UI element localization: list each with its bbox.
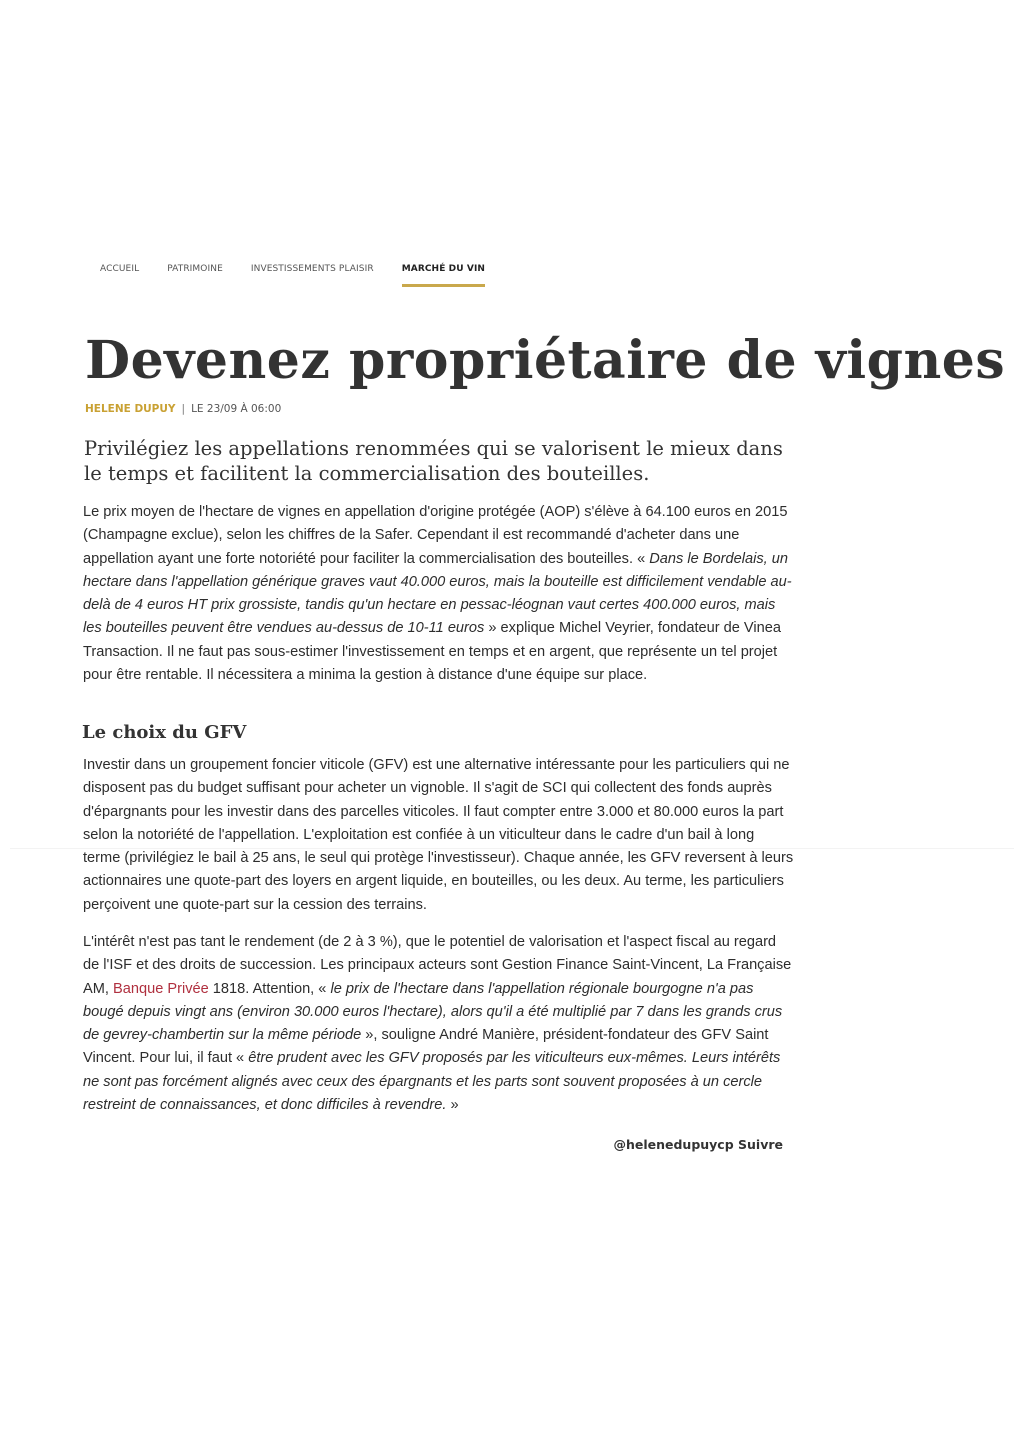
follow-author-link[interactable]: @helenedupuycp Suivre	[613, 1137, 783, 1152]
paragraph-3-end: »	[446, 1097, 459, 1114]
nav-item-accueil[interactable]: ACCUEIL	[100, 264, 140, 274]
paragraph-3-text-a: L'intérêt n'est pas tant le rendement (de 2 à 3 %), que le potentiel de valorisation et l'aspect fiscal au regard de l'ISF et des droits de succession. Les principaux acteurs sont Gestion Finance Saint-Vincent, La Française AM,	[83, 934, 792, 997]
publish-date: LE 23/09 À 06:00	[191, 403, 282, 415]
paragraph-3-text-c: », souligne André Manière, président-fondateur des GFV Saint Vincent. Pour lui, il faut «	[83, 1027, 769, 1067]
author-name[interactable]: HELENE DUPUY	[85, 403, 176, 415]
article-lead: Privilégiez les appellations renommées qui se valorisent le mieux dans le temps et facilitent la commercialisation des bouteilles.	[84, 437, 783, 485]
paragraph-3-quote-1: le prix de l'hectare dans l'appellation régionale bourgogne n'a pas bougé depuis vingt ans (environ 30.000 euros l'hectare), alors qu'il a été multiplié par 7 dans les grands crus de gevrey-chambertin sur la même période	[83, 980, 783, 1044]
section-heading: Le choix du GFV	[82, 722, 247, 743]
article-title: Devenez propriétaire de vignes	[85, 330, 1006, 391]
breadcrumb-nav	[100, 264, 513, 287]
paragraph-3-text-b: 1818. Attention, «	[208, 980, 331, 997]
banque-privee-link[interactable]: Banque Privée	[113, 980, 209, 997]
byline-separator: |	[181, 403, 186, 415]
paragraph-1	[83, 501, 795, 687]
nav-item-patrimoine[interactable]: PATRIMOINE	[167, 264, 223, 274]
paragraph-1-tail: » explique Michel Veyrier, fondateur de Vinea Transaction. Il ne faut pas sous-estimer l'investissement en temps et en argent, que représente un tel projet pour être rentable. Il nécessitera a minima la gestion à distance d'une équipe sur place.	[83, 620, 781, 684]
paragraph-2: Investir dans un groupement foncier viticole (GFV) est une alternative intéressante pour les particuliers qui ne disposent pas du budget suffisant pour acheter un vignoble. Il s'agit de SCI qui collectent des fonds auprès d'épargnants pour les investir dans des parcelles viticoles. Il faut compter entre 3.000 et 80.000 euros la part selon la notoriété de l'appellation. L'exploitation est confiée à un viticulteur dans le cadre d'un bail à long terme (privilégiez le bail à 25 ans, le seul qui protège l'investisseur). Chaque année, les GFV reversent à leurs actionnaires une quote-part des loyers en argent liquide, en bouteilles, ou les deux. Au terme, les particuliers perçoivent une quote-part sur la cession des terrains.	[83, 757, 794, 913]
paragraph-3	[83, 931, 795, 1117]
paragraph-1-quote: Dans le Bordelais, un hectare dans l'appellation générique graves vaut 40.000 euros, mais la bouteille est difficilement vendable au-delà de 4 euros HT prix grossiste, tandis qu'un hectare en pessac-léognan vaut certes 400.000 euros, mais les bouteilles peuvent être vendues au-dessus de 10-11 euros	[83, 550, 792, 637]
paragraph-1-text: Le prix moyen de l'hectare de vignes en appellation d'origine protégée (AOP) s'élève à 64.100 euros en 2015 (Champagne exclue), selon les chiffres de la Safer. Cependant il est recommandé d'acheter dans une appellation ayant une forte notoriété pour faciliter la commercialisation des bouteilles. «	[83, 504, 788, 567]
nav-item-marche-du-vin[interactable]: MARCHÉ DU VIN	[402, 264, 485, 287]
paragraph-3-quote-2: être prudent avec les GFV proposés par les viticulteurs eux-mêmes. Leurs intérêts ne sont pas forcément alignés avec ceux des épargnants et les parts sont souvent proposées à un cercle restreint de connaissances, et donc difficiles à revendre.	[83, 1050, 781, 1114]
nav-item-investissements-plaisir[interactable]: INVESTISSEMENTS PLAISIR	[250, 264, 374, 274]
byline	[85, 403, 281, 415]
